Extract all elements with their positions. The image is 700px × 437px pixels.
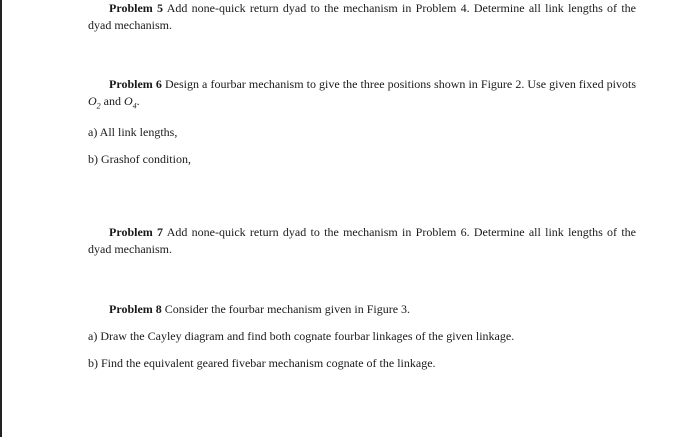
pivot-o2 xyxy=(88,94,101,111)
problem-7-label: Problem 7 xyxy=(109,225,164,239)
pivot-o4-symbol: O xyxy=(124,94,133,108)
pivot-o4-subscript: 4 xyxy=(132,101,137,111)
problem-6-conj: and xyxy=(103,94,121,108)
problem-8 xyxy=(88,301,636,318)
pivot-o4 xyxy=(124,94,137,111)
problem-5-text: Add none-quick return dyad to the mechanism in Problem 4. Determine all link lengths of the dyad mechanism. xyxy=(88,1,636,32)
problem-6-label: Problem 6 xyxy=(109,77,162,91)
problem-5-label: Problem 5 xyxy=(109,1,164,15)
problem-6-item-b: b) Grashof condition, xyxy=(88,152,191,166)
pivot-o2-subscript: 2 xyxy=(96,101,101,111)
problem-7 xyxy=(88,224,636,258)
problem-8-label: Problem 8 xyxy=(109,302,162,316)
page-left-border xyxy=(0,0,2,437)
problem-8-item-b: b) Find the equivalent geared fivebar mechanism cognate of the linkage. xyxy=(88,356,436,370)
pivot-o2-symbol: O xyxy=(88,94,97,108)
problem-7-text: Add none-quick return dyad to the mechanism in Problem 6. Determine all link lengths of the dyad mechanism. xyxy=(88,225,636,256)
problem-5 xyxy=(88,0,636,34)
problem-6 xyxy=(88,76,636,110)
problem-6-text: Design a fourbar mechanism to give the three positions shown in Figure 2. Use given fixed pivots xyxy=(164,77,636,91)
problem-6-end: . xyxy=(136,94,140,108)
problem-6-item-a: a) All link lengths, xyxy=(88,125,178,139)
problem-8-text: Consider the fourbar mechanism given in Figure 3. xyxy=(164,302,411,316)
problem-8-item-a: a) Draw the Cayley diagram and find both cognate fourbar linkages of the given linkage. xyxy=(88,329,515,343)
